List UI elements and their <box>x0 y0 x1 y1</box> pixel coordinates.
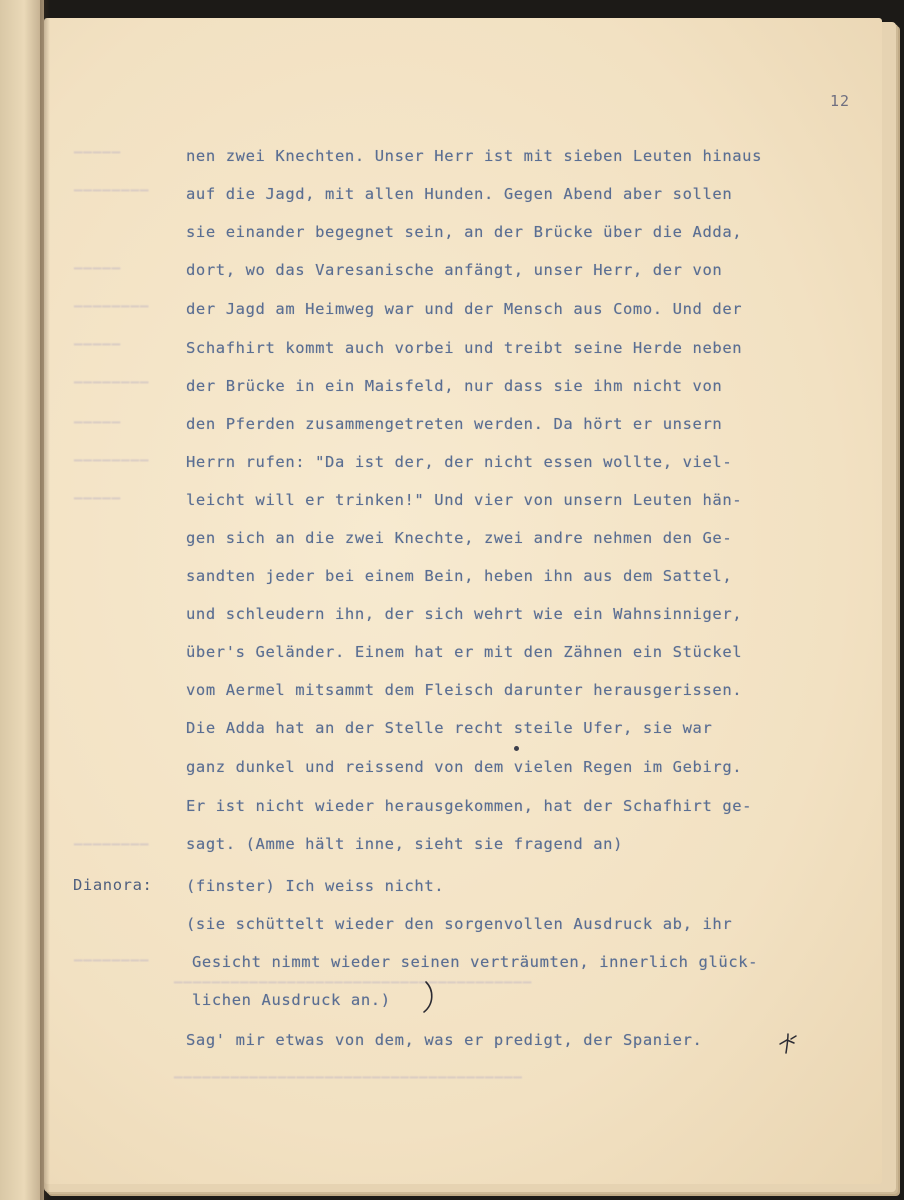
text-line: Die Adda hat an der Stelle recht steile Ufer, sie war <box>186 719 713 737</box>
stage-direction-line: Gesicht nimmt wieder seinen verträumten, innerlich glück- <box>192 953 759 971</box>
pencil-parenthesis-mark <box>420 980 440 1014</box>
bleed-through-mark: ▁▁▁▁▁▁▁▁ <box>74 292 150 308</box>
text-line: gen sich an die zwei Knechte, zwei andre nehmen den Ge- <box>186 529 733 547</box>
bleed-through-mark: ▁▁▁▁▁▁▁▁ <box>74 946 150 962</box>
bleed-through-mark: ▁▁▁▁▁▁▁▁ <box>74 446 150 462</box>
text-line: dort, wo das Varesanische anfängt, unser Herr, der von <box>186 261 723 279</box>
text-line: Herrn rufen: "Da ist der, der nicht essen wollte, viel- <box>186 453 733 471</box>
bleed-through-mark: ▁▁▁▁▁ <box>74 408 122 424</box>
page-number: 12 <box>830 92 851 110</box>
bleed-through-mark: ▁▁▁▁▁ <box>74 484 122 500</box>
stage-direction-line: (sie schüttelt wieder den sorgenvollen Ausdruck ab, ihr <box>186 915 733 933</box>
bleed-through-mark: ▁▁▁▁▁▁▁▁▁▁▁▁▁▁▁▁▁▁▁▁▁▁▁▁▁▁▁▁▁▁▁▁▁▁▁▁▁▁ <box>174 968 533 984</box>
ink-dot <box>514 746 519 751</box>
text-line: nen zwei Knechten. Unser Herr ist mit sieben Leuten hinaus <box>186 147 763 165</box>
bleed-through-mark: ▁▁▁▁▁▁▁▁ <box>74 830 150 846</box>
bleed-through-mark: ▁▁▁▁▁ <box>74 330 122 346</box>
spine-shadow <box>40 0 50 1200</box>
text-line: Er ist nicht wieder herausgekommen, hat der Schafhirt ge- <box>186 797 753 815</box>
bleed-through-mark: ▁▁▁▁▁▁▁▁ <box>74 176 150 192</box>
text-line: der Jagd am Heimweg war und der Mensch aus Como. Und der <box>186 300 743 318</box>
text-line: und schleudern ihn, der sich wehrt wie ein Wahnsinniger, <box>186 605 743 623</box>
text-line: ganz dunkel und reissend von dem vielen Regen im Gebirg. <box>186 758 743 776</box>
text-line: vom Aermel mitsammt dem Fleisch darunter herausgerissen. <box>186 681 743 699</box>
bleed-through-mark: ▁▁▁▁▁ <box>74 138 122 154</box>
text-line: sie einander begegnet sein, an der Brücke über die Adda, <box>186 223 743 241</box>
text-line: auf die Jagd, mit allen Hunden. Gegen Abend aber sollen <box>186 185 733 203</box>
bleed-through-mark: ▁▁▁▁▁▁▁▁ <box>74 368 150 384</box>
text-line: Schafhirt kommt auch vorbei und treibt seine Herde neben <box>186 339 743 357</box>
previous-page-edge <box>0 0 44 1200</box>
stage-direction-line: lichen Ausdruck an.) <box>192 991 391 1009</box>
text-line: sagt. (Amme hält inne, sieht sie fragend an) <box>186 835 623 853</box>
text-line: der Brücke in ein Maisfeld, nur dass sie ihm nicht von <box>186 377 723 395</box>
text-line: den Pferden zusammengetreten werden. Da hört er unsern <box>186 415 723 433</box>
typescript-page <box>44 18 882 1184</box>
text-line: über's Geländer. Einem hat er mit den Zähnen ein Stückel <box>186 643 743 661</box>
text-line: leicht will er trinken!" Und vier von unsern Leuten hän- <box>186 491 743 509</box>
stage-direction-line: (finster) Ich weiss nicht. <box>186 877 445 895</box>
text-line: sandten jeder bei einem Bein, heben ihn aus dem Sattel, <box>186 567 733 585</box>
pencil-check-mark <box>776 1030 802 1056</box>
dialogue-line: Sag' mir etwas von dem, was er predigt, der Spanier. <box>186 1031 703 1049</box>
speaker-name: Dianora: <box>73 876 153 894</box>
bleed-through-mark: ▁▁▁▁▁▁▁▁▁▁▁▁▁▁▁▁▁▁▁▁▁▁▁▁▁▁▁▁▁▁▁▁▁▁▁▁▁ <box>174 1063 523 1079</box>
bleed-through-mark: ▁▁▁▁▁ <box>74 254 122 270</box>
